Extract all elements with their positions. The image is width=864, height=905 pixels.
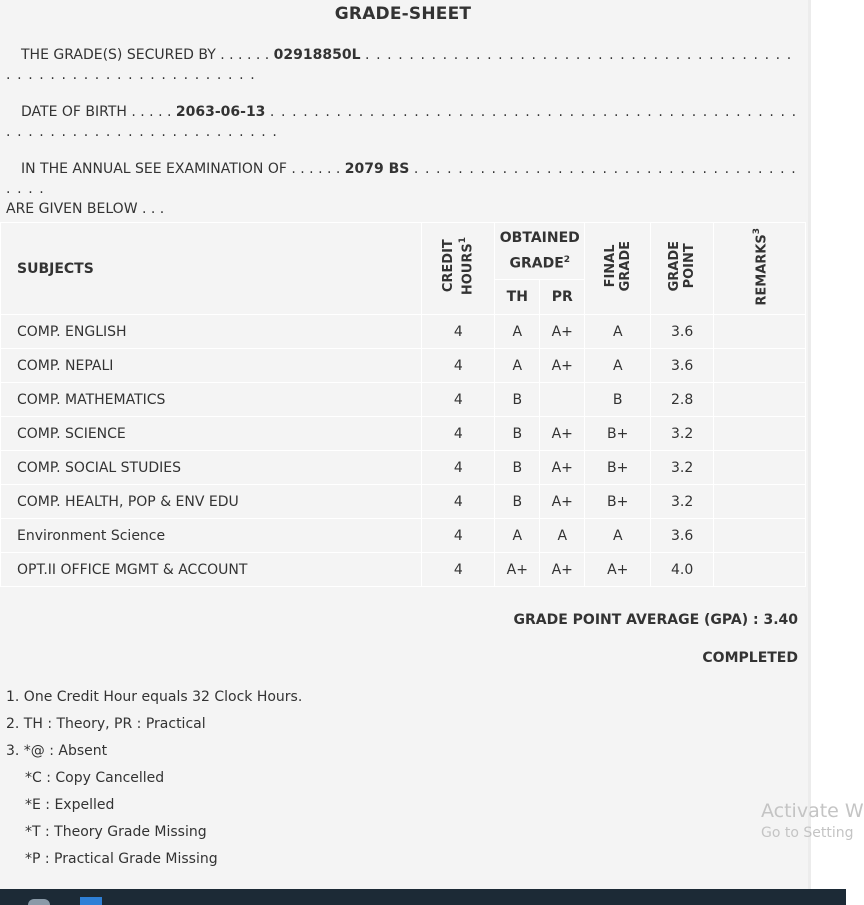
credit-hours-header: CREDIT HOURS$^1$ bbox=[422, 223, 495, 315]
exam-year: 2079 BS bbox=[344, 161, 410, 177]
remarks-cell bbox=[714, 417, 806, 451]
th-grade-cell: B bbox=[495, 417, 540, 451]
dob-value: 2063-06-13 bbox=[175, 104, 266, 120]
remarks-cell bbox=[714, 349, 806, 383]
final-grade-cell: A+ bbox=[585, 553, 651, 587]
footnote-1: 1. One Credit Hour equals 32 Clock Hours. bbox=[6, 689, 303, 705]
grades-table bbox=[0, 222, 806, 587]
grade-point-cell: 4.0 bbox=[651, 553, 714, 587]
grade-point-header: GRADE POINT bbox=[651, 223, 714, 315]
final-grade-header: FINAL GRADE bbox=[585, 223, 651, 315]
footnote-copy-cancelled: *C : Copy Cancelled bbox=[25, 770, 165, 786]
credit-cell: 4 bbox=[422, 553, 495, 587]
final-grade-cell: B+ bbox=[585, 417, 651, 451]
remarks-cell bbox=[714, 485, 806, 519]
grade-point-cell: 3.6 bbox=[651, 349, 714, 383]
footnote-expelled: *E : Expelled bbox=[25, 797, 115, 813]
gpa-value: GRADE POINT AVERAGE (GPA) : 3.40 bbox=[513, 612, 798, 628]
table-row bbox=[1, 349, 806, 383]
final-grade-cell: A bbox=[585, 349, 651, 383]
table-row bbox=[1, 451, 806, 485]
pr-grade-cell: A bbox=[540, 519, 585, 553]
footnotes bbox=[6, 688, 302, 877]
subject-cell: COMP. SOCIAL STUDIES bbox=[1, 451, 422, 485]
footnote-practical-missing: *P : Practical Grade Missing bbox=[25, 851, 218, 867]
exam-label: IN THE ANNUAL SEE EXAMINATION OF . . . . . . bbox=[21, 161, 341, 177]
table-row bbox=[1, 417, 806, 451]
dob-dots: . . . . . . . . . . . . . . . . . . . . . . . . . . . . . . . . . . . . . . . . . . . . . . . . . . . . . . . . . . . . . . . . . . . . . . . . . bbox=[6, 104, 798, 140]
remarks-cell bbox=[714, 553, 806, 587]
th-header: TH bbox=[495, 280, 540, 315]
th-grade-cell: B bbox=[495, 451, 540, 485]
pr-grade-cell: A+ bbox=[540, 485, 585, 519]
pr-grade-cell: A+ bbox=[540, 315, 585, 349]
table-row bbox=[1, 315, 806, 349]
secured-by-label: THE GRADE(S) SECURED BY . . . . . . bbox=[21, 47, 270, 63]
footnote-theory-missing: *T : Theory Grade Missing bbox=[25, 824, 207, 840]
credit-cell: 4 bbox=[422, 485, 495, 519]
grade-point-cell: 2.8 bbox=[651, 383, 714, 417]
credit-cell: 4 bbox=[422, 349, 495, 383]
symbol-number: 02918850L bbox=[273, 47, 361, 63]
grade-point-cell: 3.6 bbox=[651, 519, 714, 553]
th-grade-cell: A bbox=[495, 519, 540, 553]
subject-cell: COMP. SCIENCE bbox=[1, 417, 422, 451]
subject-cell: OPT.II OFFICE MGMT & ACCOUNT bbox=[1, 553, 422, 587]
final-grade-cell: A bbox=[585, 315, 651, 349]
subject-cell: Environment Science bbox=[1, 519, 422, 553]
table-row bbox=[1, 519, 806, 553]
th-grade-cell: A+ bbox=[495, 553, 540, 587]
table-row bbox=[1, 383, 806, 417]
final-grade-cell: B bbox=[585, 383, 651, 417]
subject-cell: COMP. HEALTH, POP & ENV EDU bbox=[1, 485, 422, 519]
grade-point-cell: 3.2 bbox=[651, 451, 714, 485]
grade-point-cell: 3.6 bbox=[651, 315, 714, 349]
secured-by-line bbox=[6, 45, 802, 85]
taskbar bbox=[0, 889, 846, 905]
table-row bbox=[1, 553, 806, 587]
table-header-row bbox=[1, 223, 806, 280]
grade-point-cell: 3.2 bbox=[651, 485, 714, 519]
remarks-cell bbox=[714, 519, 806, 553]
grades-body bbox=[1, 315, 806, 587]
footnote-3: 3. *@ : Absent bbox=[6, 743, 108, 759]
remarks-cell bbox=[714, 451, 806, 485]
subject-cell: COMP. ENGLISH bbox=[1, 315, 422, 349]
table-row bbox=[1, 485, 806, 519]
credit-cell: 4 bbox=[422, 383, 495, 417]
remarks-cell bbox=[714, 315, 806, 349]
pr-grade-cell: A+ bbox=[540, 553, 585, 587]
camera-app-icon[interactable] bbox=[28, 899, 50, 905]
pr-header: PR bbox=[540, 280, 585, 315]
subjects-header: SUBJECTS bbox=[1, 223, 422, 315]
page-edge bbox=[808, 0, 811, 889]
exam-line bbox=[6, 159, 802, 219]
final-grade-cell: B+ bbox=[585, 451, 651, 485]
remarks-header: REMARKS$^3$ bbox=[714, 223, 806, 315]
th-grade-cell: B bbox=[495, 383, 540, 417]
page-title: GRADE-SHEET bbox=[334, 4, 472, 24]
grade-point-cell: 3.2 bbox=[651, 417, 714, 451]
secured-dots: . . . . . . . . . . . . . . . . . . . . . . . . . . . . . . . . . . . . . . . . . . . . . . . . . . . . . . . . . . . . . . bbox=[6, 47, 793, 83]
pr-grade-cell: A+ bbox=[540, 451, 585, 485]
file-explorer-icon[interactable] bbox=[80, 897, 102, 905]
pr-grade-cell: A+ bbox=[540, 417, 585, 451]
dob-label: DATE OF BIRTH . . . . . bbox=[21, 104, 172, 120]
th-grade-cell: A bbox=[495, 349, 540, 383]
credit-cell: 4 bbox=[422, 451, 495, 485]
remarks-cell bbox=[714, 383, 806, 417]
obtained-grade-header: OBTAINED GRADE$^2$ bbox=[495, 223, 585, 280]
exam-tail: ARE GIVEN BELOW . . . bbox=[6, 201, 165, 217]
subject-cell: COMP. NEPALI bbox=[1, 349, 422, 383]
dob-line bbox=[6, 102, 802, 142]
credit-cell: 4 bbox=[422, 417, 495, 451]
activation-watermark-link[interactable]: Go to Setting bbox=[761, 825, 854, 841]
final-grade-cell: B+ bbox=[585, 485, 651, 519]
activation-watermark-title: Activate W bbox=[761, 800, 864, 822]
subject-cell: COMP. MATHEMATICS bbox=[1, 383, 422, 417]
th-grade-cell: B bbox=[495, 485, 540, 519]
th-grade-cell: A bbox=[495, 315, 540, 349]
final-grade-cell: A bbox=[585, 519, 651, 553]
status-text: COMPLETED bbox=[702, 650, 798, 666]
footnote-2: 2. TH : Theory, PR : Practical bbox=[6, 716, 206, 732]
credit-cell: 4 bbox=[422, 315, 495, 349]
exam-dots: . . . . . . . . . . . . . . . . . . . . . . . . . . . . . . . . . . . . . . . bbox=[6, 161, 797, 197]
credit-cell: 4 bbox=[422, 519, 495, 553]
pr-grade-cell: A+ bbox=[540, 349, 585, 383]
pr-grade-cell bbox=[540, 383, 585, 417]
